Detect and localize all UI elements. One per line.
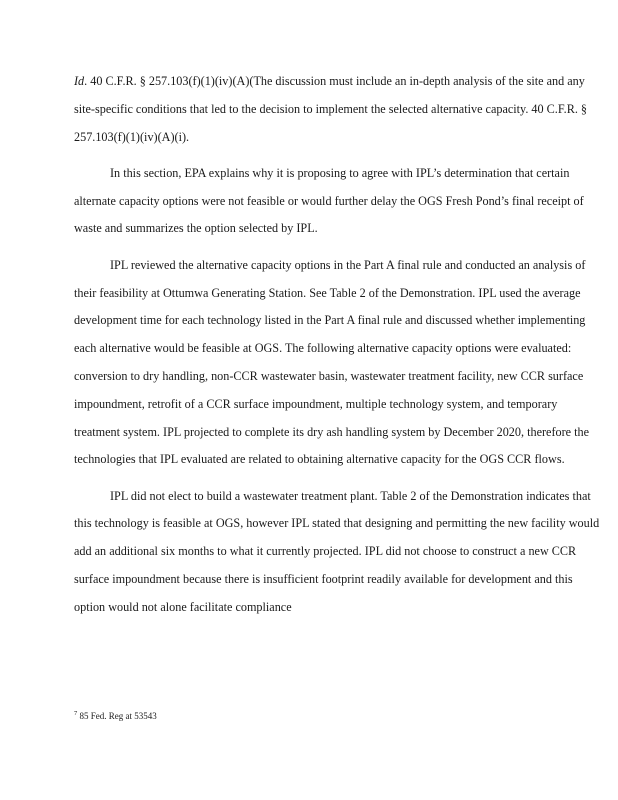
paragraph-text: In this section, EPA explains why it is proposing to agree with IPL’s determination that certain alternate capacity options were not feasible or would further delay the OGS Fresh Pond’s final receipt of waste and summarizes the option selected by IPL.	[74, 165, 584, 236]
paragraph-section-intro	[74, 160, 604, 243]
citation-id: Id	[74, 74, 85, 88]
paragraph-text: . 40 C.F.R. § 257.103(f)(1)(iv)(A)(The discussion must include an in-depth analysis of the site and any site-specific conditions that led to the decision to implement the selected alternative capacity. 40 C.F.R. § 257.103(f)(1)(iv)(A)(i).	[74, 74, 588, 144]
paragraph-text: IPL reviewed the alternative capacity options in the Part A final rule and conducted an analysis of their feasibility at Ottumwa Generating Station. See Table 2 of the Demonstration. IPL used the average development time for each technology listed in the Part A final rule and discussed whether implementing each alternative would be feasible at OGS. The following alternative capacity options were evaluated: conversion to dry handling, non-CCR wastewater basin, wastewater treatment facility, new CCR surface impoundment, retrofit of a CCR surface impoundment, multiple technology system, and temporary treatment system. IPL projected to complete its dry ash handling system by December 2020, therefore the technologies that IPL evaluated are related to obtaining alternative capacity for the OGS CCR flows.	[74, 257, 589, 467]
paragraph-citation	[74, 68, 604, 151]
footnote	[74, 710, 157, 722]
paragraph-wastewater-plant	[74, 483, 604, 622]
paragraph-alternatives-review	[74, 252, 604, 474]
footnote-text: 85 Fed. Reg at 53543	[79, 711, 157, 721]
paragraph-text: IPL did not elect to build a wastewater treatment plant. Table 2 of the Demonstration indicates that this technology is feasible at OGS, however IPL stated that designing and permitting the new facility would add an additional six months to what it currently projected. IPL did not choose to construct a new CCR surface impoundment because there is insufficient footprint readily available for development and this option would not alone facilitate compliance	[74, 488, 600, 614]
body-text	[74, 68, 604, 630]
footnote-number: 7	[74, 710, 78, 717]
